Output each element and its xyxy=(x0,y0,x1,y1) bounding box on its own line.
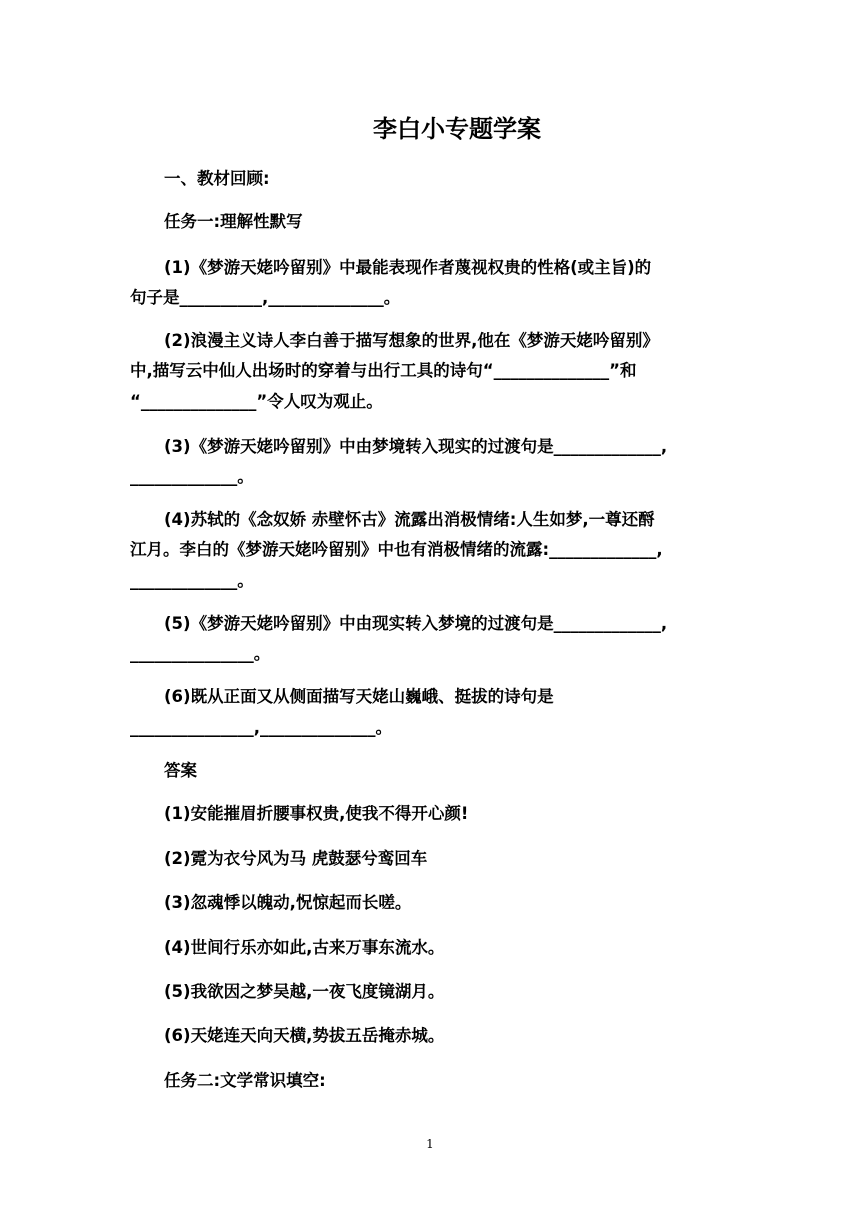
task-heading: 任务一:理解性默写 xyxy=(164,212,303,231)
question-1-line-1: (1)《梦游天姥吟留别》中最能表现作者蔑视权贵的性格(或主旨)的 xyxy=(164,258,652,277)
document-title: 李白小专题学案 xyxy=(373,115,541,143)
question-5-line-1: (5)《梦游天姥吟留别》中由现实转入梦境的过渡句是_____________, xyxy=(164,614,668,633)
page-number: 1 xyxy=(426,1137,434,1151)
answer-3: (3)忽魂悸以魄动,怳惊起而长嗟。 xyxy=(164,893,412,912)
answer-4: (4)世间行乐亦如此,古来万事东流水。 xyxy=(164,938,445,957)
question-3-line-1: (3)《梦游天姥吟留别》中由梦境转入现实的过渡句是_____________, xyxy=(164,437,668,456)
question-4-line-1: (4)苏轼的《念奴娇 赤壁怀古》流露出消极情绪:人生如梦,一尊还酹 xyxy=(164,510,655,529)
question-4-line-3: _____________。 xyxy=(130,571,254,590)
answer-2: (2)霓为衣兮风为马 虎鼓瑟兮鸾回车 xyxy=(164,849,428,868)
question-2-line-2: 中,描写云中仙人出场时的穿着与出行工具的诗句“______________”和 xyxy=(130,361,637,380)
question-6-line-1: (6)既从正面又从侧面描写天姥山巍峨、挺拔的诗句是 xyxy=(164,687,554,706)
question-6-line-2: _______________,______________。 xyxy=(130,718,393,737)
answer-6: (6)天姥连天向天横,势拔五岳掩赤城。 xyxy=(164,1026,445,1045)
answer-1: (1)安能摧眉折腰事权贵,使我不得开心颜! xyxy=(164,804,469,823)
question-2-line-3: “______________”令人叹为观止。 xyxy=(130,392,383,411)
section-heading: 一、教材回顾: xyxy=(164,169,270,188)
question-5-line-2: _______________。 xyxy=(130,644,271,663)
question-4-line-2: 江月。李白的《梦游天姥吟留别》中也有消极情绪的流露:_____________, xyxy=(130,540,663,559)
answer-5: (5)我欲因之梦吴越,一夜飞度镜湖月。 xyxy=(164,982,445,1001)
task-heading-2: 任务二:文学常识填空: xyxy=(164,1071,326,1090)
question-3-line-2: _____________。 xyxy=(130,467,254,486)
answer-heading: 答案 xyxy=(164,761,197,780)
question-2-line-1: (2)浪漫主义诗人李白善于描写想象的世界,他在《梦游天姥吟留别》 xyxy=(164,331,659,350)
question-1-line-2: 句子是__________,______________。 xyxy=(130,288,401,307)
